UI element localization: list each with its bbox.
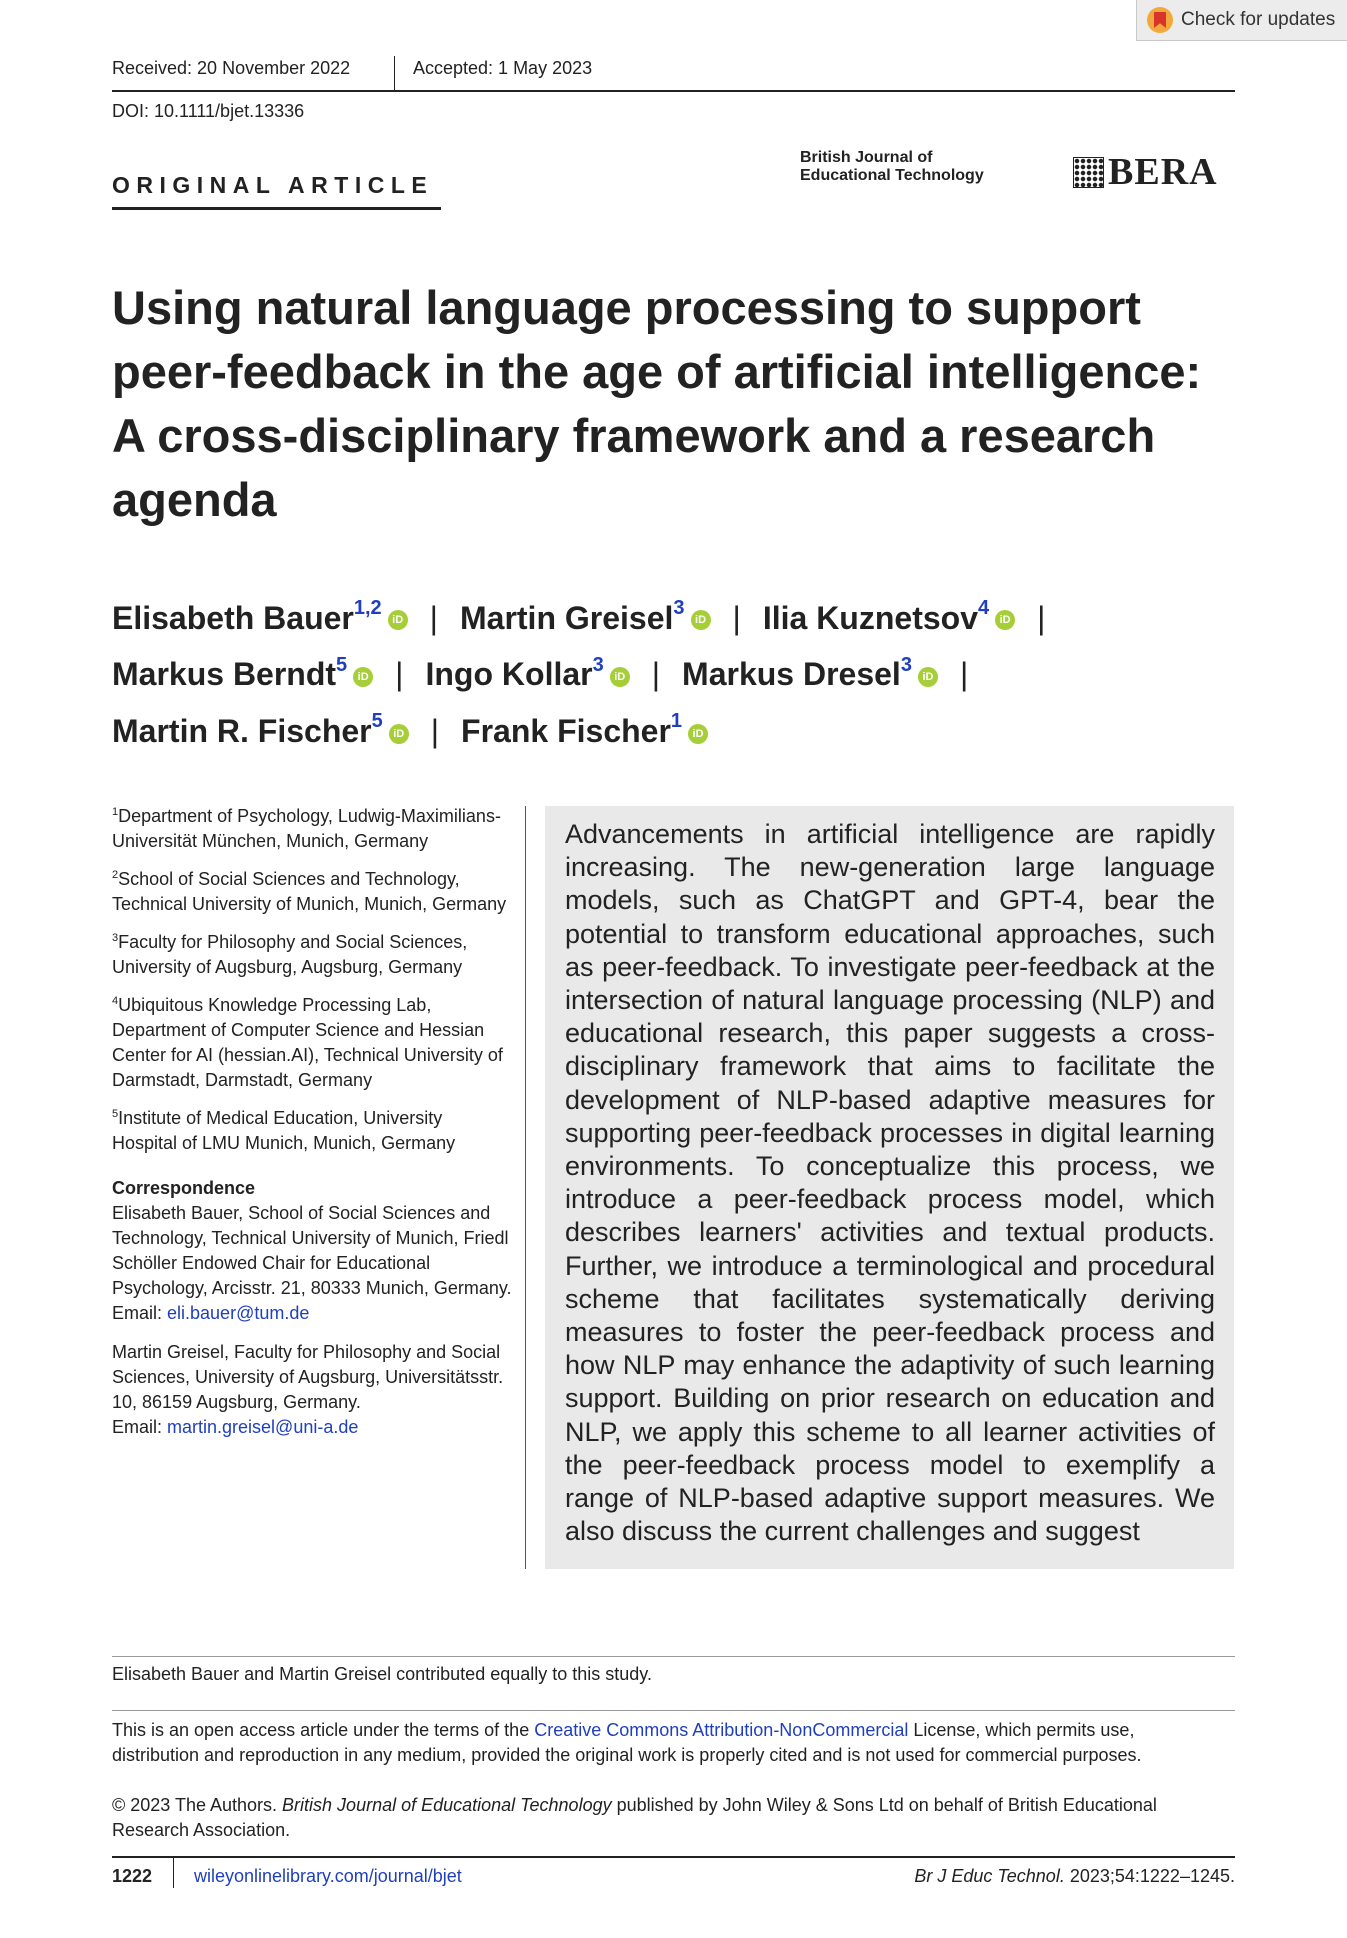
journal-name <box>800 149 984 185</box>
journal-name-line2: Educational Technology <box>800 167 984 184</box>
footnote-rule <box>112 1710 1235 1711</box>
paper-title: Using natural language processing to support peer-feedback in the age of artificial intelligence: A cross-disciplinary framework and a research agenda <box>112 281 1202 526</box>
author-affiliation[interactable]: 3 <box>592 653 604 676</box>
bera-logo <box>1073 150 1218 194</box>
author-name: Elisabeth Bauer <box>112 599 354 636</box>
orcid-icon[interactable]: iD <box>691 610 711 630</box>
copyright-note: © 2023 The Authors. British Journal of Educational Technology published by John Wiley & Sons Ltd on behalf of British Educational Research Association. <box>112 1795 1157 1840</box>
affiliation: $^1$Department of Psychology, Ludwig-Maximilians-Universität München, Munich, Germany <box>112 806 501 851</box>
email-link[interactable]: eli.bauer@tum.de <box>167 1303 310 1323</box>
author-affiliation[interactable]: 5 <box>371 710 383 733</box>
affiliation: $^4$Ubiquitous Knowledge Processing Lab, Department of Computer Science and Hessian Center for AI (hessian.AI), Technical University of Darmstadt, Darmstadt, Germany <box>112 995 503 1090</box>
article-type-rule <box>112 207 441 210</box>
author-name: Ingo Kollar <box>425 656 593 693</box>
affiliation: $^2$School of Social Sciences and Technology, Technical University of Munich, Munich, Germany <box>112 869 507 914</box>
footer-rule <box>112 1856 1235 1858</box>
author-name: Frank Fischer <box>461 712 671 749</box>
correspondence-entry: Martin Greisel, Faculty for Philosophy and Social Sciences, University of Augsburg, Universitätsstr. 10, 86159 Augsburg, Germany. Email: martin.greisel@uni-a.de <box>112 1342 504 1437</box>
author-name: Markus Berndt <box>112 656 337 693</box>
journal-site-link[interactable]: wileyonlinelibrary.com/journal/bjet <box>194 1866 462 1886</box>
correspondence-entry: Elisabeth Bauer, School of Social Sciences and Technology, Technical University of Munich, Friedl Schöller Endowed Chair for Educational Psychology, Arcisstr. 21, 80333 Munich, Germany. Email: eli.bauer@tum.de <box>112 1203 512 1323</box>
author-name: Ilia Kuznetsov <box>762 599 978 636</box>
footnote-rule <box>112 1656 1235 1657</box>
license-link[interactable]: Creative Commons Attribution-NonCommercial <box>534 1720 909 1740</box>
received-date: Received: 20 November 2022 <box>112 58 351 78</box>
orcid-icon[interactable]: iD <box>688 724 708 744</box>
email-link[interactable]: martin.greisel@uni-a.de <box>167 1417 359 1437</box>
author[interactable] <box>112 653 373 693</box>
orcid-icon[interactable]: iD <box>353 667 373 687</box>
bera-logo-text: BERA <box>1108 151 1218 193</box>
orcid-icon[interactable]: iD <box>610 667 630 687</box>
divider <box>173 1858 174 1888</box>
page-number: 1222 <box>112 1866 153 1886</box>
header-rule <box>112 90 1235 92</box>
correspondence-heading: Correspondence <box>112 1178 256 1198</box>
author-affiliation[interactable]: 5 <box>336 653 348 676</box>
author[interactable] <box>112 597 408 636</box>
article-type: ORIGINAL ARTICLE <box>112 172 434 198</box>
orcid-icon[interactable]: iD <box>918 667 938 687</box>
author[interactable] <box>425 653 629 693</box>
author-list: Elisabeth Bauer$^{1,2}$iD | Martin Greisel$^3$iD | Ilia Kuznetsov$^4$iD | Markus Berndt$^5$iD | Ingo Kollar$^3$iD | Markus Dresel$^3$iD | Martin R. Fischer$^5$iD | Frank Fischer$^1$iD <box>112 597 1046 749</box>
accepted-date: Accepted: 1 May 2023 <box>413 58 593 78</box>
author-affiliation[interactable]: 1,2 <box>353 597 382 619</box>
orcid-icon[interactable]: iD <box>389 724 409 744</box>
author-affiliation[interactable]: 1 <box>670 710 683 733</box>
affiliation: $^5$Institute of Medical Education, University Hospital of LMU Munich, Munich, Germany <box>112 1108 456 1153</box>
citation: Br J Educ Technol. 2023;54:1222–1245. <box>914 1866 1235 1886</box>
author-name: Markus Dresel <box>682 656 901 693</box>
author-affiliation[interactable]: 3 <box>900 653 912 676</box>
author-name: Martin R. Fischer <box>112 712 372 749</box>
author[interactable] <box>762 597 1015 636</box>
orcid-icon[interactable]: iD <box>388 610 408 630</box>
column-divider <box>525 806 526 1569</box>
author-affiliation[interactable]: 4 <box>977 597 990 619</box>
crossmark-icon <box>1147 7 1173 33</box>
affiliation: $^3$Faculty for Philosophy and Social Sciences, University of Augsburg, Augsburg, Germany <box>112 932 468 977</box>
author[interactable] <box>461 710 708 749</box>
author[interactable] <box>459 597 711 636</box>
author[interactable] <box>682 653 938 693</box>
abstract-text: Advancements in artificial intelligence are rapidly increasing. The new-generation large language models, such as ChatGPT and GPT-4, bear the potential to transform educational approaches, such as peer-feedback. To investigate peer-feedback at the intersection of natural language processing (NLP) and educational research, this paper suggests a cross-disciplinary framework that aims to facilitate the development of NLP-based adaptive measures for supporting peer-feedback processes in digital learning environments. To conceptualize this process, we introduce a peer-feedback process model, which describes learners' activities and textual products. Further, we introduce a terminological and procedural scheme that facilitates systematically deriving measures to foster the peer-feedback process and how NLP may enhance the adaptivity of such learning support. Building on prior research on education and NLP, we apply this scheme to all learner activities of the peer-feedback process model to exemplify a range of NLP-based adaptive support measures. We also discuss the current challenges and suggest <box>565 819 1215 1547</box>
author[interactable] <box>112 710 409 749</box>
correspondence <box>112 1176 512 1440</box>
affiliations <box>112 800 512 1454</box>
author-name: Martin Greisel <box>459 599 674 636</box>
doi: DOI: 10.1111/bjet.13336 <box>112 101 305 121</box>
orcid-icon[interactable]: iD <box>995 610 1015 630</box>
contribution-note: Elisabeth Bauer and Martin Greisel contributed equally to this study. <box>112 1664 652 1684</box>
author-affiliation[interactable]: 3 <box>673 597 685 619</box>
check-for-updates-button[interactable] <box>1136 0 1347 41</box>
divider <box>394 56 395 90</box>
check-for-updates-label: Check for updates <box>1181 9 1336 30</box>
journal-name-line1: British Journal of <box>800 149 933 166</box>
bera-emblem-icon <box>1073 157 1104 188</box>
license-note: This is an open access article under the terms of the Creative Commons Attribution-NonCommercial License, which permits use, distribution and reproduction in any medium, provided the original work is properly cited and is not used for commercial purposes. <box>112 1720 1142 1765</box>
